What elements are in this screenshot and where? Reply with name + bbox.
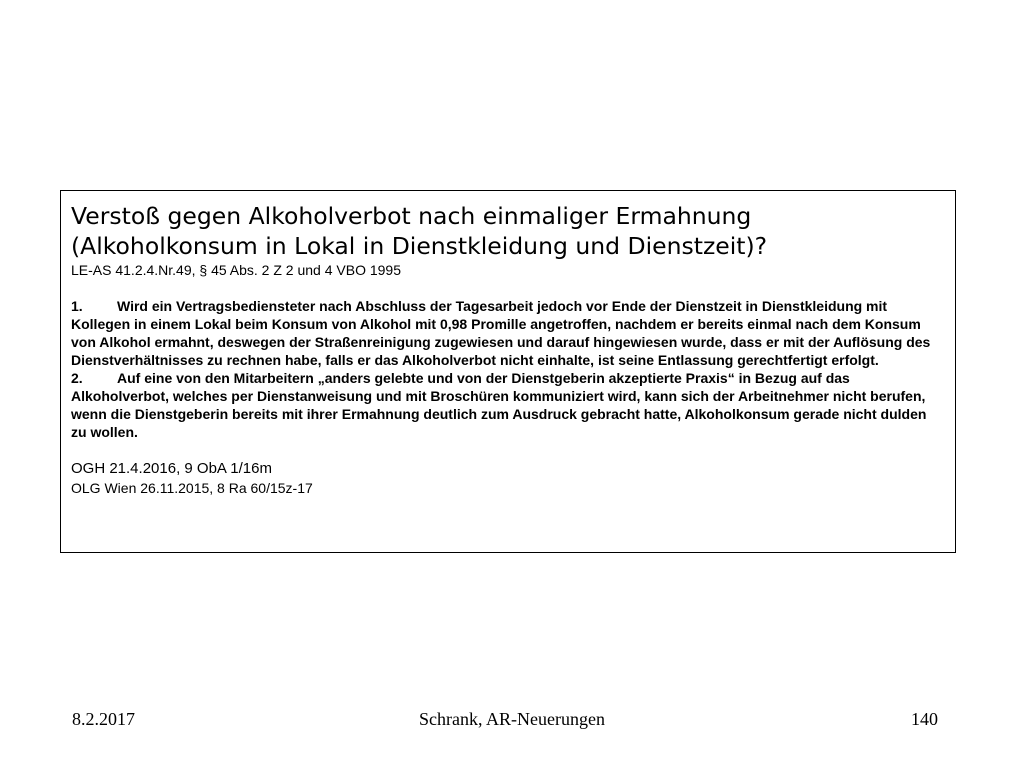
slide-title-line-1: Verstoß gegen Alkoholverbot nach einmaliger Ermahnung (71, 202, 752, 230)
legal-reference: LE-AS 41.2.4.Nr.49, § 45 Abs. 2 Z 2 und 4 VBO 1995 (71, 262, 401, 278)
citation-ogh: OGH 21.4.2016, 9 ObA 1/16m (71, 460, 272, 477)
list-item-1 (71, 297, 945, 369)
footer-page-number: 140 (911, 709, 938, 729)
item-text-1: Wird ein Vertragsbediensteter nach Abschluss der Tagesarbeit jedoch vor Ende der Dienstzeit in Dienstkleidung mit Kollegen in einem Lokal beim Konsum von Alkohol mit 0,98 Promille angetroffen, nachdem er bereits einmal nach dem Konsum von Alkohol ermahnt, deswegen der Straßenreinigung zugewiesen und darauf hingewiesen wurde, dass er mit der Auflösung des Dienstverhältnisses zu rechnen habe, falls er das Alkoholverbot nicht einhalte, ist seine Entlassung gerechtfertigt erfolgt. (71, 298, 931, 368)
footer-date: 8.2.2017 (72, 709, 135, 729)
footer-author: Schrank, AR-Neuerungen (419, 709, 605, 729)
item-number-2: 2. (71, 370, 83, 386)
spacer (71, 279, 945, 297)
spacer (71, 441, 945, 459)
citation-olg: OLG Wien 26.11.2015, 8 Ra 60/15z-17 (71, 480, 313, 496)
item-number-1: 1. (71, 298, 83, 314)
item-text-2: Auf eine von den Mitarbeitern „anders gelebte und von der Dienstgeberin akzeptierte Praxis“ in Bezug auf das Alkoholverbot, welches per Dienstanweisung und mit Broschüren kommuniziert wird, kann sich der Arbeitnehmer nicht berufen, wenn die Dienstgeberin bereits mit ihrer Ermahnung deutlich zum Ausdruck gebracht hatte, Alkoholkonsum gerade nicht dulden zu wollen. (71, 370, 927, 440)
list-item-2 (71, 369, 945, 441)
content-box (60, 190, 956, 553)
slide-title-line-2: (Alkoholkonsum in Lokal in Dienstkleidung und Dienstzeit)? (71, 232, 768, 260)
